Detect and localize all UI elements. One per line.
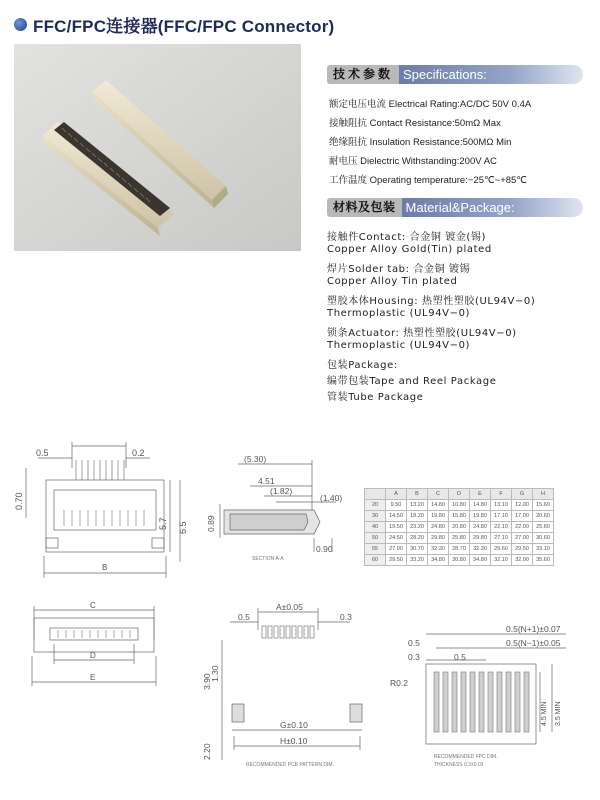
dim-label: A±0.05 bbox=[276, 602, 303, 612]
bottom-view-labels bbox=[24, 600, 164, 700]
table-header: F bbox=[491, 489, 512, 500]
material-line: Copper Alloy Gold(Tin) plated bbox=[327, 244, 492, 255]
dim-label: 0.90 bbox=[316, 544, 333, 554]
dimension-table bbox=[364, 488, 554, 566]
material-line: 编带包装Tape and Reel Package bbox=[327, 376, 497, 387]
dim-label: (5.30) bbox=[244, 454, 267, 464]
table-cell: 40 bbox=[365, 522, 386, 533]
table-header: A bbox=[386, 489, 407, 500]
table-cell: 12.00 bbox=[512, 500, 533, 511]
pcb-pattern-drawing bbox=[200, 600, 370, 780]
materials-heading-en: Material&Package: bbox=[402, 198, 583, 217]
dim-label: 0.5(N−1)±0.05 bbox=[506, 638, 561, 648]
material-line: Thermoplastic (UL94V−0) bbox=[327, 340, 471, 351]
product-photo bbox=[14, 44, 301, 251]
table-cell: 17.10 bbox=[491, 511, 512, 522]
material-line: 锁条Actuator: 热塑性塑胶(UL94V−0) bbox=[327, 328, 517, 339]
dim-label: (1.82) bbox=[270, 486, 293, 496]
dim-label: 3.90 bbox=[202, 673, 212, 690]
material-line: 塑胶本体Housing: 热塑性塑胶(UL94V−0) bbox=[327, 296, 536, 307]
title-text: FFC/FPC连接器(FFC/FPC Connector) bbox=[33, 17, 335, 36]
table-cell: 32.10 bbox=[491, 555, 512, 566]
dim-label: (1.40) bbox=[320, 493, 343, 503]
table-cell: 25.60 bbox=[533, 522, 554, 533]
table-cell: 33.20 bbox=[407, 555, 428, 566]
table-cell: 19.80 bbox=[470, 511, 491, 522]
materials-heading-cn: 材料及包装 bbox=[327, 198, 402, 217]
table-cell: 29.50 bbox=[512, 544, 533, 555]
table-cell: 24.80 bbox=[470, 522, 491, 533]
table-cell: 27.00 bbox=[512, 533, 533, 544]
table-cell: 22.00 bbox=[512, 522, 533, 533]
table-cell: 55 bbox=[365, 544, 386, 555]
section-view-labels bbox=[196, 452, 356, 572]
material-line: Thermoplastic (UL94V−0) bbox=[327, 308, 471, 319]
pcb-caption: RECOMMENDED PCB PATTERN DIM. bbox=[246, 762, 334, 768]
table-header: B bbox=[407, 489, 428, 500]
table-header: D bbox=[449, 489, 470, 500]
specifications-heading-cn: 技术参数 bbox=[327, 65, 399, 84]
table-cell: 29.60 bbox=[491, 544, 512, 555]
table-cell: 32.30 bbox=[470, 544, 491, 555]
table-row bbox=[365, 500, 554, 511]
specifications-heading-en: Specifications: bbox=[399, 65, 583, 84]
table-cell: 14.80 bbox=[428, 500, 449, 511]
table-cell: 18.20 bbox=[407, 511, 428, 522]
table-cell: 29.80 bbox=[470, 533, 491, 544]
table-cell: 27.00 bbox=[386, 544, 407, 555]
table-row bbox=[365, 533, 554, 544]
dim-label: 0.5 bbox=[454, 652, 466, 662]
table-cell: 19.50 bbox=[386, 522, 407, 533]
dim-label: H±0.10 bbox=[280, 736, 308, 746]
top-view-drawing bbox=[14, 438, 194, 593]
page-title bbox=[14, 12, 334, 37]
material-line: 管装Tube Package bbox=[327, 392, 424, 403]
table-cell: 32.00 bbox=[512, 555, 533, 566]
material-line: Copper Alloy Tin plated bbox=[327, 276, 458, 287]
table-cell: 28.70 bbox=[449, 544, 470, 555]
table-cell: 14.50 bbox=[386, 511, 407, 522]
table-cell: 20.60 bbox=[533, 511, 554, 522]
fpc-dim-labels bbox=[386, 620, 586, 780]
dim-label: 0.5(N+1)±0.07 bbox=[506, 624, 561, 634]
material-line: 包装Package: bbox=[327, 360, 398, 371]
material-line: 焊片Solder tab: 合金铜 镀锡 bbox=[327, 264, 471, 275]
specifications-header bbox=[327, 65, 583, 84]
table-cell: 34.80 bbox=[470, 555, 491, 566]
dim-label: 6.5 bbox=[178, 521, 188, 534]
dim-label: R0.2 bbox=[390, 678, 408, 688]
dim-label: 0.5 bbox=[408, 638, 420, 648]
table-cell: 34.80 bbox=[428, 555, 449, 566]
table-cell: 9.50 bbox=[386, 500, 407, 511]
table-cell: 15.60 bbox=[533, 500, 554, 511]
table-cell: 25.80 bbox=[449, 533, 470, 544]
dim-label: C bbox=[90, 601, 96, 610]
table-cell: 35.60 bbox=[533, 555, 554, 566]
dim-label: 2.20 bbox=[202, 743, 212, 760]
table-cell: 30 bbox=[365, 511, 386, 522]
spec-contact-resistance: 接触阻抗 Contact Resistance:50mΩ Max bbox=[329, 118, 501, 129]
table-cell: 27.10 bbox=[491, 533, 512, 544]
table-cell: 30.80 bbox=[449, 555, 470, 566]
table-cell: 29.50 bbox=[386, 555, 407, 566]
material-line: 接触件Contact: 合金铜 镀金(锡) bbox=[327, 232, 487, 243]
table-row bbox=[365, 511, 554, 522]
table-cell: 50 bbox=[365, 533, 386, 544]
table-cell: 60 bbox=[365, 555, 386, 566]
bottom-view-drawing bbox=[24, 600, 164, 705]
dim-label: B bbox=[102, 563, 108, 572]
dim-label: E bbox=[90, 673, 96, 682]
table-cell: 32.30 bbox=[428, 544, 449, 555]
table-row bbox=[365, 522, 554, 533]
dim-label: 5.7 bbox=[158, 517, 168, 530]
dim-label: 0.70 bbox=[14, 492, 24, 510]
table-cell: 29.80 bbox=[428, 533, 449, 544]
table-header: C bbox=[428, 489, 449, 500]
dim-label: D bbox=[90, 651, 96, 660]
dim-label: 0.89 bbox=[206, 515, 216, 532]
table-cell: 10.80 bbox=[449, 500, 470, 511]
dim-label: 0.3 bbox=[408, 652, 420, 662]
table-cell: 24.80 bbox=[428, 522, 449, 533]
section-caption: SECTION A-A bbox=[252, 556, 284, 562]
table-header: H bbox=[533, 489, 554, 500]
table-cell: 33.10 bbox=[533, 544, 554, 555]
spec-operating-temperature: 工作温度 Operating temperature:−25℃~+85℃ bbox=[329, 175, 527, 186]
table-cell: 20 bbox=[365, 500, 386, 511]
pcb-pattern-labels bbox=[200, 600, 370, 775]
connector-illustration bbox=[14, 44, 301, 251]
table-cell: 19.80 bbox=[428, 511, 449, 522]
dim-label: 1.30 bbox=[210, 665, 220, 682]
fpc-caption: RECOMMENDED FPC DIM. bbox=[434, 754, 498, 760]
table-cell: 23.20 bbox=[407, 522, 428, 533]
table-cell: 15.80 bbox=[449, 511, 470, 522]
dim-label: 0.2 bbox=[132, 448, 145, 458]
spec-insulation-resistance: 绝缘阻抗 Insulation Resistance:500MΩ Min bbox=[329, 137, 512, 148]
spec-dielectric-withstanding: 耐电压 Dielectric Withstanding:200V AC bbox=[329, 156, 497, 167]
dim-label: 0.5 bbox=[36, 448, 49, 458]
dim-label: 4.51 bbox=[258, 476, 275, 486]
table-header bbox=[365, 489, 386, 500]
table-cell: 14.80 bbox=[470, 500, 491, 511]
table-cell: 24.50 bbox=[386, 533, 407, 544]
table-cell: 22.10 bbox=[491, 522, 512, 533]
table-row bbox=[365, 544, 554, 555]
table-cell: 30.60 bbox=[533, 533, 554, 544]
table-cell: 30.70 bbox=[407, 544, 428, 555]
table-header: E bbox=[470, 489, 491, 500]
table-cell: 20.80 bbox=[449, 522, 470, 533]
table-cell: 13.10 bbox=[491, 500, 512, 511]
spec-electrical-rating: 额定电压电流 Electrical Rating:AC/DC 50V 0.4A bbox=[329, 99, 532, 110]
fpc-dim-drawing bbox=[386, 620, 586, 785]
materials-header bbox=[327, 198, 583, 217]
table-header: G bbox=[512, 489, 533, 500]
table-cell: 17.00 bbox=[512, 511, 533, 522]
bullet-icon bbox=[14, 18, 27, 31]
table-row bbox=[365, 555, 554, 566]
dim-label: 0.5 bbox=[238, 612, 250, 622]
dim-label: 4.5 MIN bbox=[541, 701, 548, 726]
fpc-caption: THICKNESS 0.3±0.03 bbox=[434, 762, 484, 768]
section-view-drawing bbox=[196, 452, 356, 577]
table-cell: 13.20 bbox=[407, 500, 428, 511]
dim-label: G±0.10 bbox=[280, 720, 308, 730]
table-cell: 28.20 bbox=[407, 533, 428, 544]
dim-label: 0.3 bbox=[340, 612, 352, 622]
dim-label: 3.5 MIN bbox=[555, 701, 562, 726]
top-view-labels bbox=[14, 438, 194, 588]
table-header-row bbox=[365, 489, 554, 500]
